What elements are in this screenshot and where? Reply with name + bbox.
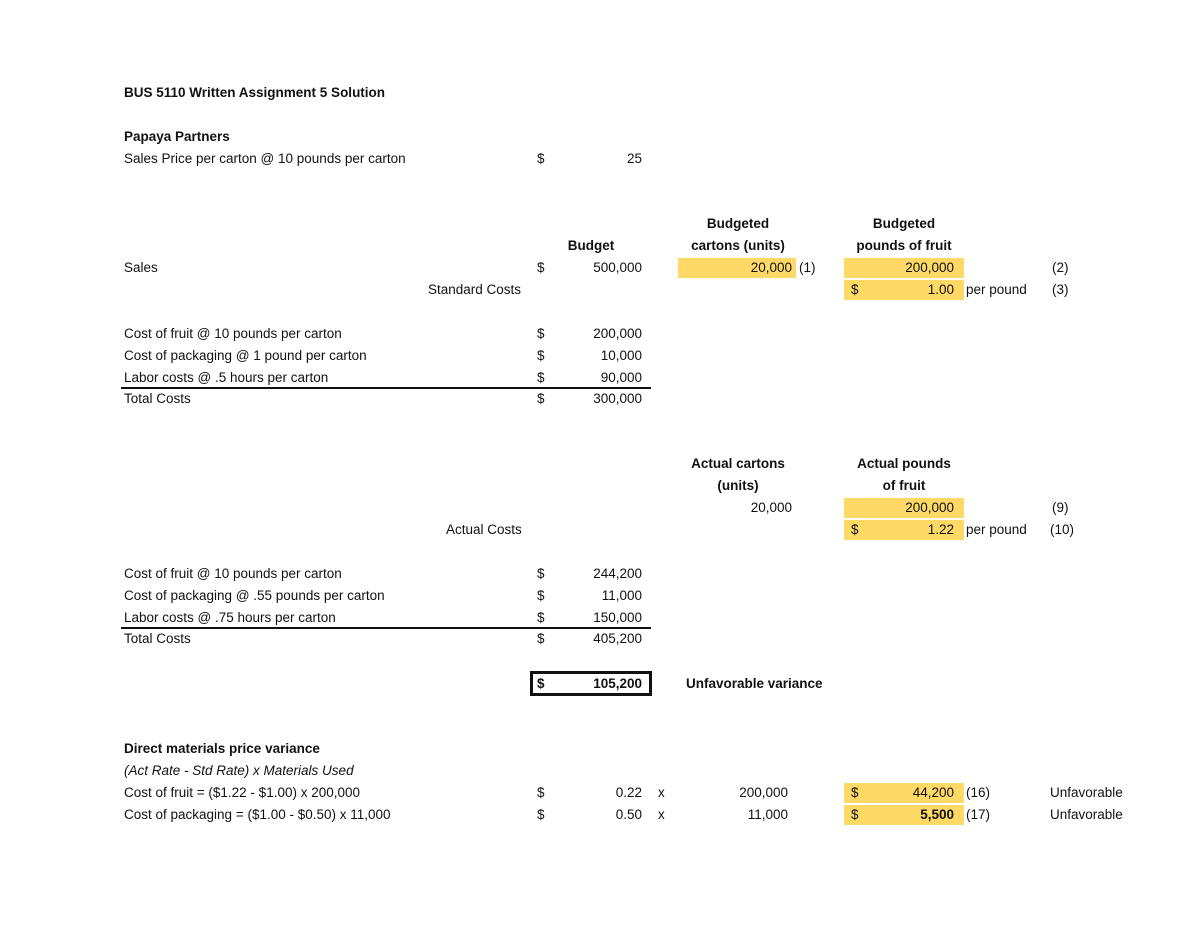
currency-symbol: $ xyxy=(851,522,859,537)
note-ref: (3) xyxy=(1052,282,1069,297)
multiply-sign: x xyxy=(658,785,665,800)
variance-label: Unfavorable variance xyxy=(686,676,823,691)
note-ref: (1) xyxy=(799,260,816,275)
cost-row-value: 11,000 xyxy=(601,588,642,603)
total-costs-label: Total Costs xyxy=(124,391,191,406)
formula-text: (Act Rate - Std Rate) x Materials Used xyxy=(124,763,354,778)
unit-label: per pound xyxy=(966,282,1027,297)
cost-row-label: Labor costs @ .75 hours per carton xyxy=(124,610,336,625)
variance-row-label: Cost of fruit = ($1.22 - $1.00) x 200,000 xyxy=(124,785,361,800)
currency-symbol: $ xyxy=(851,807,859,822)
budgeted-cartons-header-line1: Budgeted xyxy=(706,216,770,231)
variance-result: 44,200 xyxy=(912,785,954,800)
currency-symbol: $ xyxy=(537,676,545,691)
materials-used: 200,000 xyxy=(739,785,788,800)
sales-label: Sales xyxy=(124,260,158,275)
multiply-sign: x xyxy=(658,807,665,822)
rate-difference: 0.50 xyxy=(615,807,642,822)
variance-result: 5,500 xyxy=(920,807,954,822)
budgeted-pounds-value: 200,000 xyxy=(905,260,954,275)
cost-row-value: 200,000 xyxy=(593,326,642,341)
actual-price-per-pound: 1.22 xyxy=(927,522,954,537)
cost-row-value: 244,200 xyxy=(593,566,642,581)
currency-symbol: $ xyxy=(537,348,545,363)
sales-price-value: 25 xyxy=(626,151,642,166)
budgeted-pounds-header-line2: pounds of fruit xyxy=(856,238,952,253)
cost-row-label: Labor costs @ .5 hours per carton xyxy=(124,370,329,385)
note-ref: (2) xyxy=(1052,260,1069,275)
note-ref: (10) xyxy=(1050,522,1075,537)
cost-row-value: 90,000 xyxy=(600,370,642,385)
cost-row-label: Cost of fruit @ 10 pounds per carton xyxy=(124,326,342,341)
document-title: BUS 5110 Written Assignment 5 Solution xyxy=(124,85,386,100)
cost-row-label: Cost of fruit @ 10 pounds per carton xyxy=(124,566,342,581)
currency-symbol: $ xyxy=(851,785,859,800)
note-ref: (16) xyxy=(966,785,991,800)
standard-costs-label: Standard Costs xyxy=(428,282,522,297)
sales-budget-value: 500,000 xyxy=(593,260,642,275)
note-ref: (9) xyxy=(1052,500,1069,515)
actual-cartons-value: 20,000 xyxy=(750,500,792,515)
note-ref: (17) xyxy=(966,807,991,822)
currency-symbol: $ xyxy=(537,807,545,822)
currency-symbol: $ xyxy=(537,260,545,275)
sales-price-label: Sales Price per carton @ 10 pounds per carton xyxy=(124,151,406,166)
actual-pounds-value: 200,000 xyxy=(905,500,954,515)
currency-symbol: $ xyxy=(537,370,545,385)
variance-status: Unfavorable xyxy=(1050,785,1123,800)
budgeted-cartons-value: 20,000 xyxy=(750,260,792,275)
total-costs-label: Total Costs xyxy=(124,631,191,646)
currency-symbol: $ xyxy=(537,151,545,166)
currency-symbol: $ xyxy=(537,391,545,406)
unit-label: per pound xyxy=(966,522,1027,537)
actual-pounds-header-line2: of fruit xyxy=(882,478,926,493)
currency-symbol: $ xyxy=(537,610,545,625)
rate-difference: 0.22 xyxy=(615,785,642,800)
total-costs-value: 405,200 xyxy=(593,631,642,646)
variance-status: Unfavorable xyxy=(1050,807,1123,822)
materials-used: 11,000 xyxy=(747,807,788,822)
cost-row-value: 150,000 xyxy=(593,610,642,625)
total-costs-value: 300,000 xyxy=(593,391,642,406)
currency-symbol: $ xyxy=(537,588,545,603)
actual-cartons-header-line2: (units) xyxy=(717,478,759,493)
company-name: Papaya Partners xyxy=(124,129,230,144)
currency-symbol: $ xyxy=(851,282,859,297)
actual-cartons-header-line1: Actual cartons xyxy=(691,456,785,471)
cost-row-label: Cost of packaging @ .55 pounds per carton xyxy=(124,588,385,603)
cost-row-label: Cost of packaging @ 1 pound per carton xyxy=(124,348,367,363)
variance-value: 105,200 xyxy=(593,676,642,691)
cost-row-value: 10,000 xyxy=(600,348,642,363)
currency-symbol: $ xyxy=(537,785,545,800)
total-divider xyxy=(121,387,651,389)
variance-row-label: Cost of packaging = ($1.00 - $0.50) x 11,000 xyxy=(124,807,391,822)
budgeted-cartons-header-line2: cartons (units) xyxy=(691,238,785,253)
standard-price-per-pound: 1.00 xyxy=(927,282,954,297)
actual-pounds-header-line1: Actual pounds xyxy=(857,456,951,471)
currency-symbol: $ xyxy=(537,566,545,581)
budget-column-header: Budget xyxy=(567,238,615,253)
budgeted-pounds-header-line1: Budgeted xyxy=(872,216,936,231)
actual-costs-label: Actual Costs xyxy=(446,522,522,537)
currency-symbol: $ xyxy=(537,631,545,646)
total-divider xyxy=(121,627,651,629)
currency-symbol: $ xyxy=(537,326,545,341)
section-heading: Direct materials price variance xyxy=(124,741,320,756)
